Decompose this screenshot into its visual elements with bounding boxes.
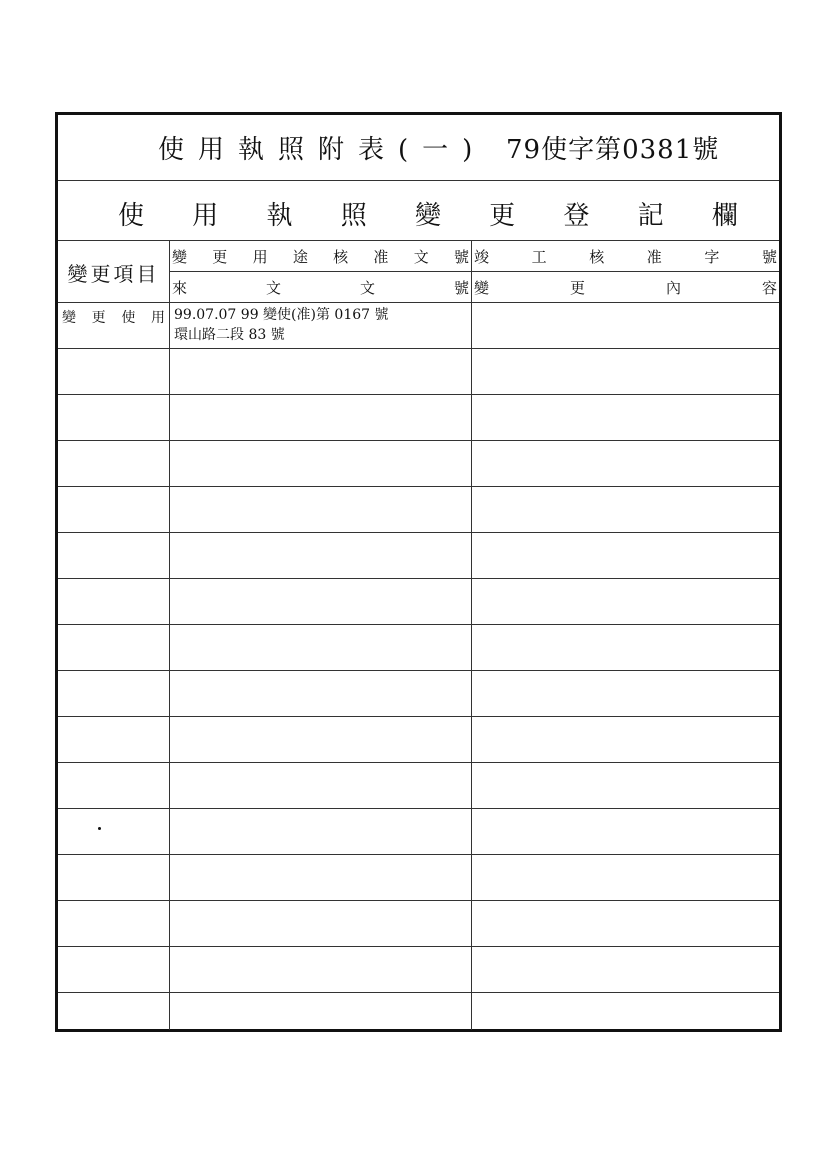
table-row bbox=[58, 809, 779, 855]
column-header bbox=[58, 241, 779, 303]
item-char: 變 bbox=[62, 310, 76, 326]
register-title-char: 欄 bbox=[711, 201, 738, 231]
register-title-char: 更 bbox=[489, 201, 516, 231]
item-cell bbox=[58, 303, 170, 348]
register-title-char: 記 bbox=[637, 201, 664, 231]
header-char: 途 bbox=[292, 247, 308, 266]
header-char: 內 bbox=[665, 279, 681, 297]
header-char: 變 bbox=[172, 247, 188, 266]
header-char: 變 bbox=[474, 279, 490, 297]
header-change-content bbox=[472, 272, 779, 303]
register-title-char: 執 bbox=[266, 201, 293, 231]
header-char: 竣 bbox=[474, 247, 490, 266]
header-char: 號 bbox=[453, 279, 469, 297]
header-char: 來 bbox=[172, 279, 188, 297]
header-char: 容 bbox=[761, 279, 777, 297]
register-title-char: 變 bbox=[414, 201, 441, 231]
header-char: 核 bbox=[589, 247, 605, 266]
header-char: 文 bbox=[265, 279, 281, 297]
table-row bbox=[58, 993, 779, 1030]
permit-form bbox=[55, 112, 782, 1032]
table-row bbox=[58, 395, 779, 441]
item-char: 更 bbox=[91, 310, 106, 326]
table-row bbox=[58, 533, 779, 579]
item-char: 用 bbox=[150, 310, 165, 326]
approval-cell bbox=[170, 303, 472, 348]
table-row bbox=[58, 579, 779, 625]
header-char: 更 bbox=[212, 247, 228, 266]
table-row bbox=[58, 487, 779, 533]
header-char: 核 bbox=[333, 247, 349, 266]
table-row bbox=[58, 947, 779, 993]
table-row bbox=[58, 763, 779, 809]
table-row bbox=[58, 717, 779, 763]
table-row bbox=[58, 303, 779, 349]
header-completion bbox=[472, 241, 779, 272]
header-char: 工 bbox=[531, 247, 547, 266]
header-approval-doc bbox=[170, 241, 472, 272]
approval-doc-number: 99.07.07 99 變使(准)第 0167 號 bbox=[174, 307, 389, 323]
header-char: 文 bbox=[413, 247, 429, 266]
ink-dot bbox=[98, 827, 101, 830]
header-char: 准 bbox=[646, 247, 662, 266]
header-char: 准 bbox=[373, 247, 389, 266]
register-title-char: 使 bbox=[118, 201, 145, 231]
permit-number: 79使字第0381號 bbox=[506, 135, 720, 165]
register-title-row bbox=[58, 181, 779, 241]
header-change-item: 變更項目 bbox=[58, 241, 170, 303]
form-title: 使用執照附表(一) bbox=[158, 135, 487, 165]
header-source-doc bbox=[170, 272, 472, 303]
table-row bbox=[58, 671, 779, 717]
table-row bbox=[58, 441, 779, 487]
address-text: 環山路二段 83 號 bbox=[174, 327, 285, 343]
header-char: 號 bbox=[761, 247, 777, 266]
table-row bbox=[58, 855, 779, 901]
register-title-char: 照 bbox=[340, 201, 367, 231]
form-title-row bbox=[58, 115, 779, 181]
register-title bbox=[118, 195, 738, 232]
header-char: 號 bbox=[453, 247, 469, 266]
header-char: 字 bbox=[704, 247, 720, 266]
header-char: 文 bbox=[359, 279, 375, 297]
header-char: 更 bbox=[569, 279, 585, 297]
table-row bbox=[58, 349, 779, 395]
table-row bbox=[58, 625, 779, 671]
item-char: 使 bbox=[121, 310, 136, 326]
register-title-char: 登 bbox=[563, 201, 590, 231]
table-row bbox=[58, 901, 779, 947]
register-title-char: 用 bbox=[192, 201, 219, 231]
header-char: 用 bbox=[252, 247, 268, 266]
